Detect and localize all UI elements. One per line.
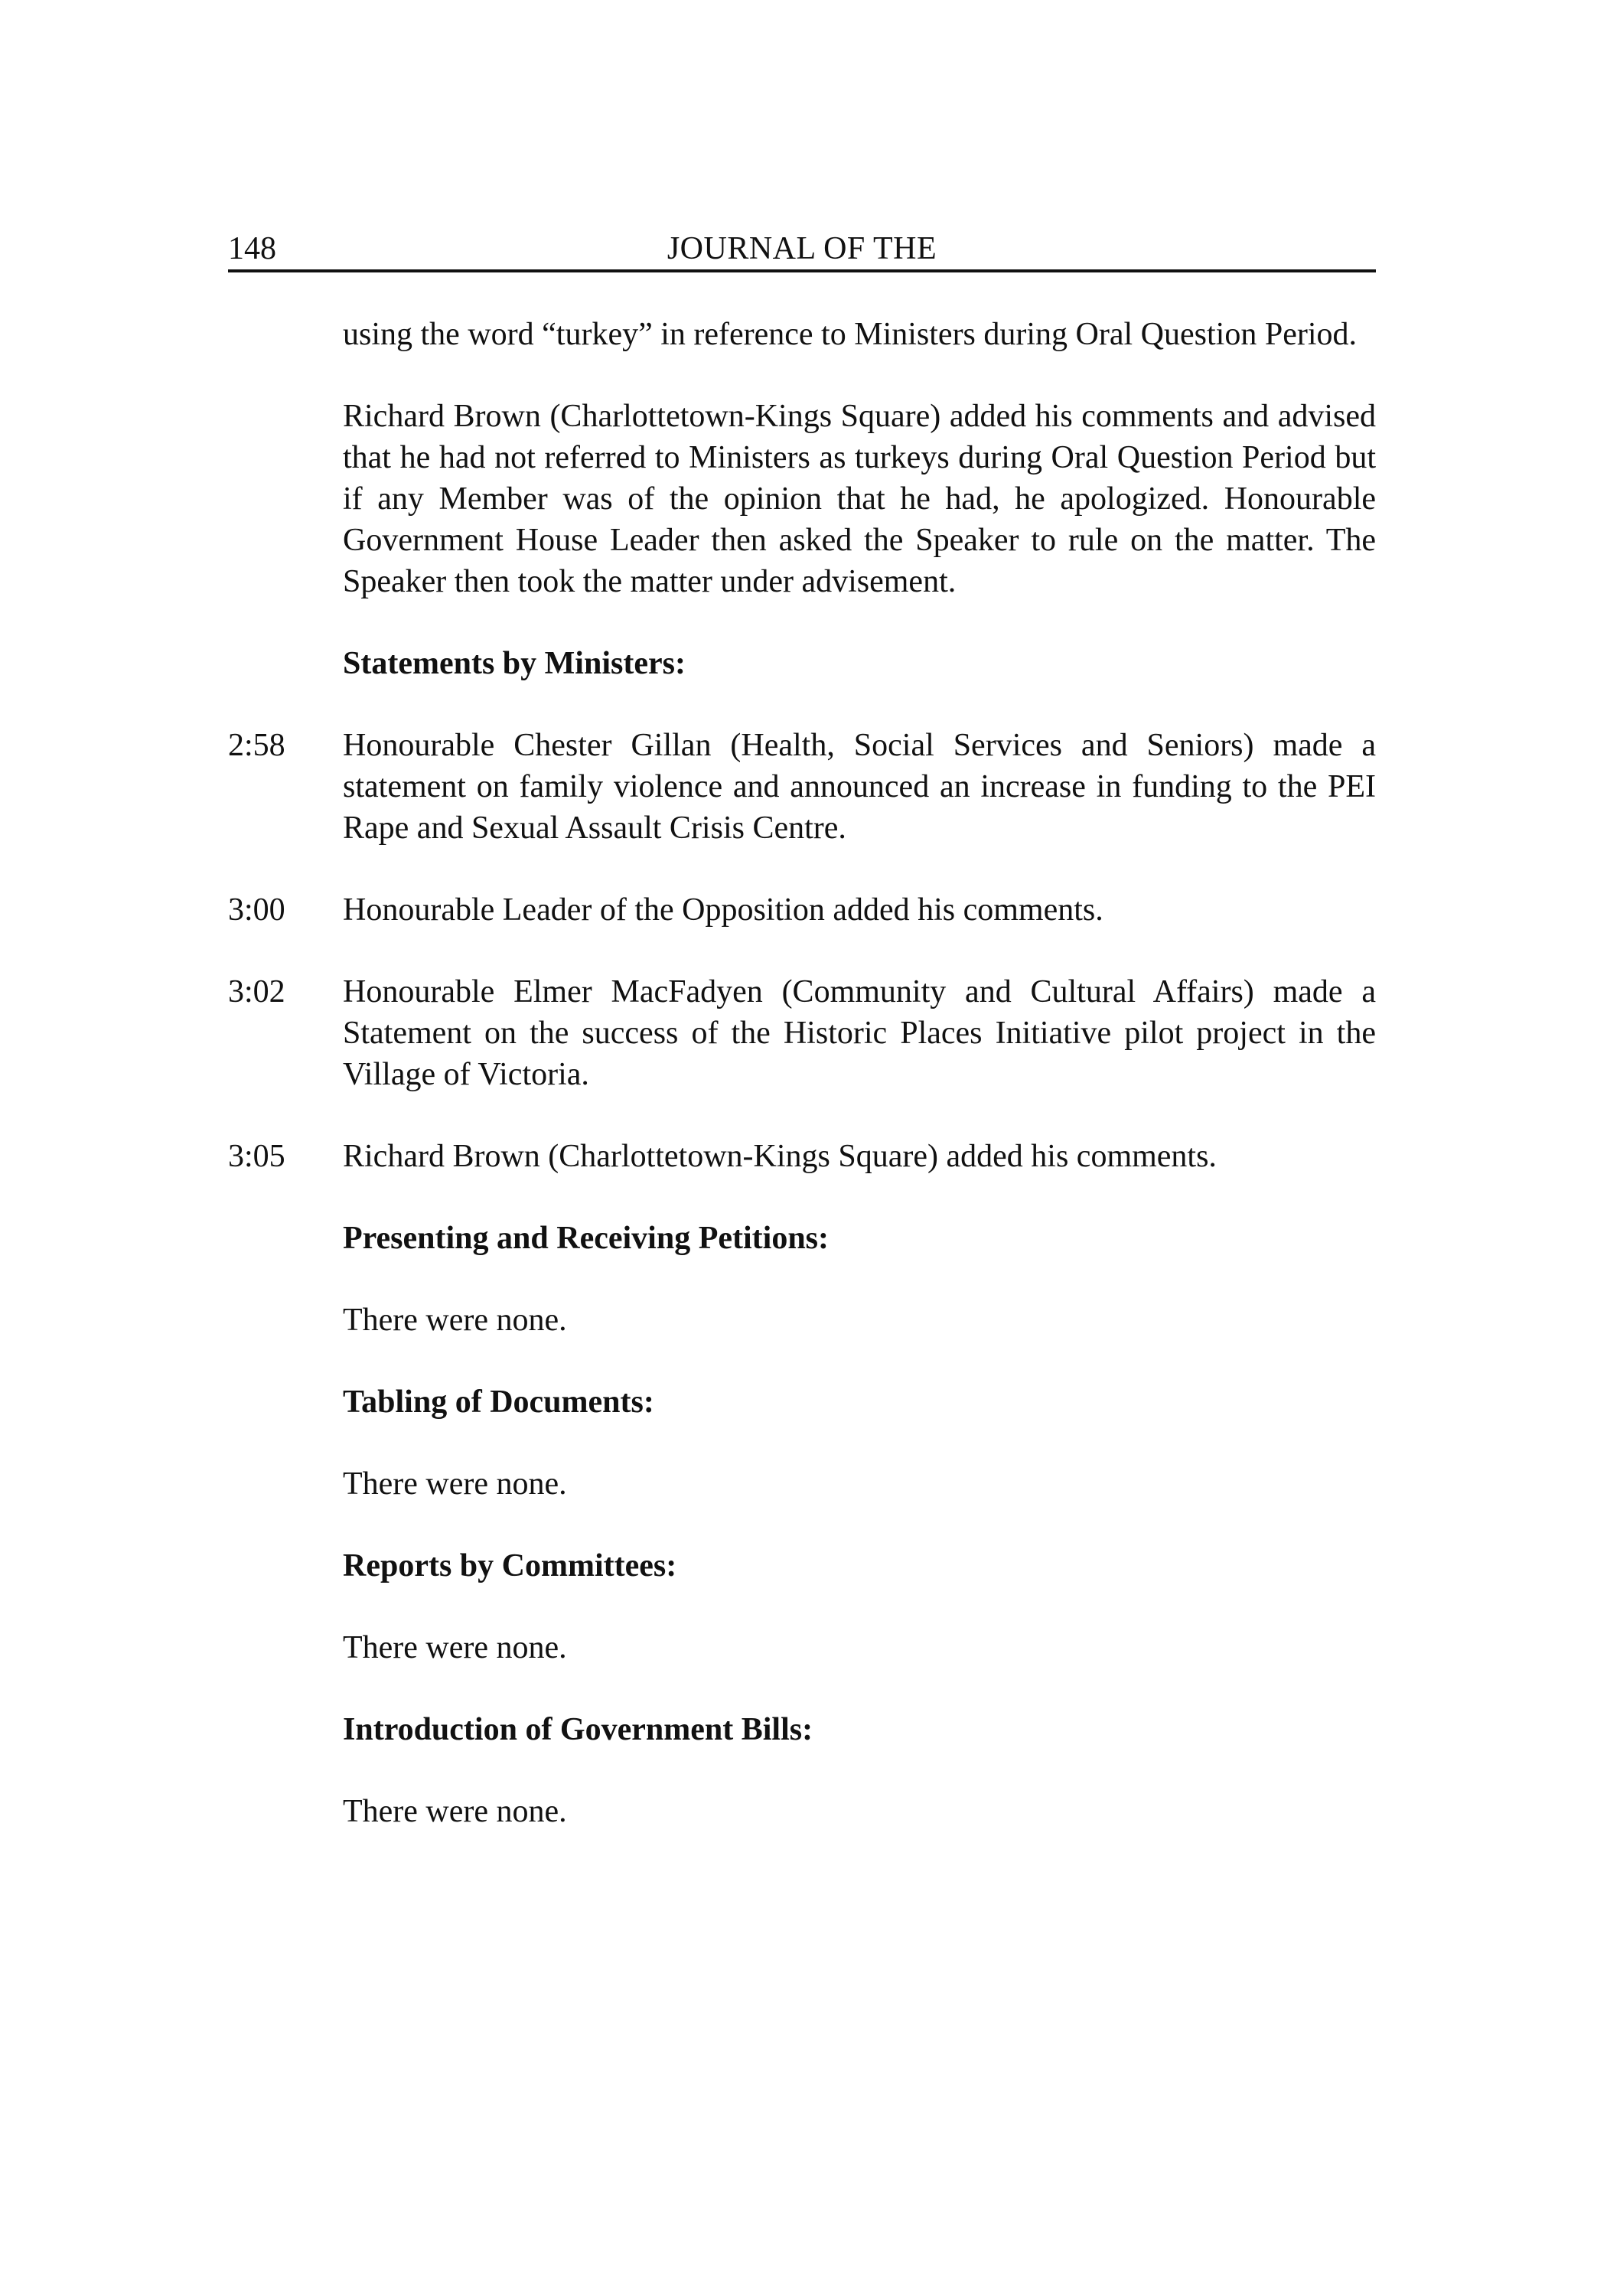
entry-time: 2:58: [228, 728, 285, 763]
entry-time: 3:00: [228, 892, 285, 928]
petitions-heading-block: [228, 1218, 1376, 1259]
entry-time: 3:05: [228, 1139, 285, 1174]
entry-time: 3:02: [228, 974, 285, 1009]
continuation-paragraph: using the word “turkey” in reference to Ministers during Oral Question Period.: [343, 317, 1357, 352]
section-heading-documents: Tabling of Documents:: [343, 1384, 654, 1420]
bills-text: There were none.: [343, 1794, 567, 1829]
documents-text: There were none.: [343, 1466, 567, 1502]
entry-text: Honourable Chester Gillan (Health, Social Services and Seniors) made a statement on family violence and announced an increase in funding to the PEI Rape and Sexual Assault Crisis Centre.: [343, 728, 1376, 846]
bills-heading-block: [228, 1709, 1376, 1750]
bills-text-block: [228, 1791, 1376, 1832]
committees-heading-block: [228, 1545, 1376, 1587]
journal-body: [228, 314, 1376, 1873]
section-heading-bills: Introduction of Government Bills:: [343, 1712, 813, 1747]
statements-heading-block: [228, 643, 1376, 684]
section-heading-committees: Reports by Committees:: [343, 1548, 677, 1583]
brown-comments-block: [228, 396, 1376, 602]
timed-entry: [228, 889, 1376, 931]
entry-text: Honourable Leader of the Opposition added his comments.: [343, 892, 1103, 928]
committees-text: There were none.: [343, 1630, 567, 1665]
documents-heading-block: [228, 1381, 1376, 1423]
petitions-text-block: [228, 1300, 1376, 1341]
timed-entry: [228, 971, 1376, 1095]
entry-text: Honourable Elmer MacFadyen (Community and Cultural Affairs) made a Statement on the success of the Historic Places Initiative pilot project in the Village of Victoria.: [343, 974, 1376, 1092]
documents-text-block: [228, 1463, 1376, 1505]
timed-entry: [228, 1136, 1376, 1177]
section-heading-petitions: Presenting and Receiving Petitions:: [343, 1221, 830, 1256]
committees-text-block: [228, 1627, 1376, 1668]
brown-comments-paragraph: Richard Brown (Charlottetown-Kings Square) added his comments and advised that he had not referred to Ministers as turkeys during Oral Question Period but if any Member was of the opinion that he had, he apologized. Honourable Government House Leader then asked the Speaker to rule on the matter. The Speaker then took the matter under advisement.: [343, 399, 1376, 599]
page-number: 148: [228, 231, 276, 266]
continuation-paragraph-block: [228, 314, 1376, 355]
timed-entry: [228, 725, 1376, 849]
entry-text: Richard Brown (Charlottetown-Kings Square) added his comments.: [343, 1139, 1217, 1174]
page-header: [228, 230, 1376, 272]
section-heading-statements: Statements by Ministers:: [343, 646, 686, 681]
running-head: JOURNAL OF THE: [667, 231, 937, 266]
petitions-text: There were none.: [343, 1303, 567, 1338]
